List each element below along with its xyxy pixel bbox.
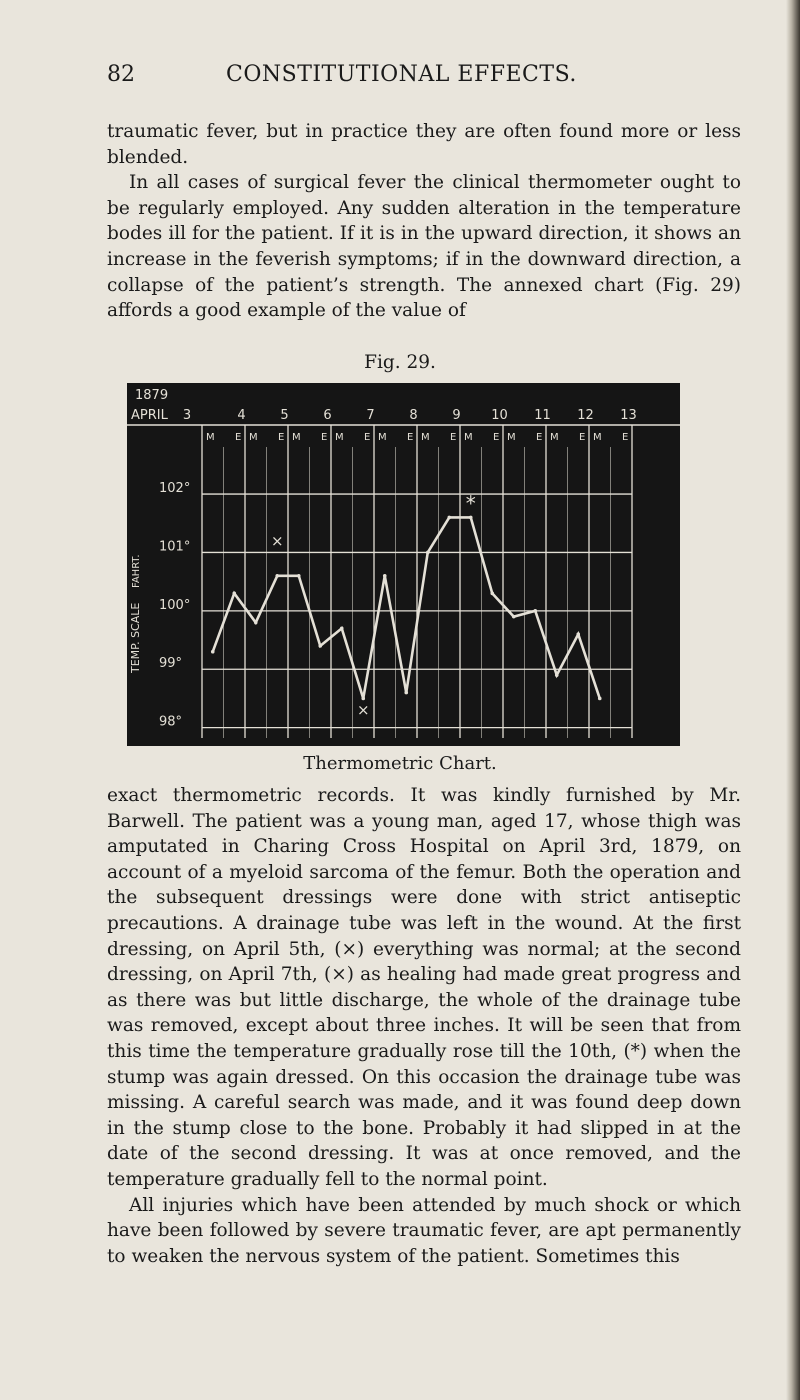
morning-label: M <box>249 432 258 443</box>
temperature-point <box>447 516 451 520</box>
date-column-label: 8 <box>409 408 418 423</box>
morning-label: M <box>464 432 473 443</box>
paragraph: All injuries which have been attended by much shock or which have been followed by severe traumatic fever, are apt permanently to weaken the nervous system of the patient. Sometimes this <box>107 1194 741 1267</box>
side-scale-label: TEMP. SCALE <box>129 602 142 673</box>
temperature-point <box>232 592 236 596</box>
temperature-point <box>576 632 580 636</box>
temperature-point <box>383 574 387 578</box>
temperature-point <box>426 551 430 555</box>
y-tick-label: 98° <box>159 714 183 730</box>
date-column-label: 3 <box>182 408 192 423</box>
evening-label: E <box>579 432 586 443</box>
temperature-point <box>598 697 602 701</box>
morning-label: M <box>421 432 430 443</box>
page-number: 82 <box>107 62 135 87</box>
temperature-point <box>404 691 408 695</box>
evening-label: E <box>278 432 285 443</box>
paragraph: exact thermometric records. It was kindly furnished by Mr. Barwell. The patient was a young man, aged 17, whose thigh was amputated in Charing Cross Hospital on April 3rd, 1879, on account of a myeloid sarcoma of the femur. Both the operation and the subsequent dressings were done with strict antiseptic precautions. A drainage tube was left in the wound. At the first dressing, on April 5th, (×) everything was normal; at the second dressing, on April 7th, (×) as healing had made great progress and as there was but little discharge, the whole of the drainage tube was removed, except about three inches. It will be seen that from this time the temperature gradually rose till the 10th, (*) when the stump was again dressed. On this occasion the drainage tube was missing. A careful search was made, and it was found deep down in the stump close to the bone. Probably it had slipped in at the date of the second dressing. It was at once removed, and the temperature gradually fell to the normal point. <box>107 785 741 1190</box>
temperature-point <box>490 592 494 596</box>
date-column-label: 10 <box>491 408 508 423</box>
temperature-point <box>211 650 215 654</box>
date-column-label: 5 <box>280 408 289 423</box>
header-month: APRIL <box>131 408 168 423</box>
temperature-point <box>254 621 258 625</box>
date-column-label: 6 <box>323 408 332 423</box>
paragraph: In all cases of surgical fever the clinical thermometer ought to be regularly employed. Any sudden alteration in the temperature bodes ill for the patient. If it is in the upward direction, it shows an increase in the feverish symptoms; if in the downward direction, a collapse of the patient’s strength. The annexed chart (Fig. 29) affords a good example of the value of <box>107 172 741 322</box>
evening-label: E <box>622 432 629 443</box>
figure-caption: Thermometric Chart. <box>303 753 497 774</box>
morning-label: M <box>206 432 215 443</box>
body-text-bottom <box>107 783 741 1269</box>
morning-label: M <box>507 432 516 443</box>
date-column-label: 11 <box>534 408 551 423</box>
date-column-label: 13 <box>620 408 637 423</box>
paragraph: traumatic fever, but in practice they are often found more or less blended. <box>107 121 741 168</box>
dressing-mark: × <box>356 701 370 720</box>
figure-label: Fig. 29. <box>364 352 436 373</box>
evening-label: E <box>493 432 500 443</box>
morning-label: M <box>550 432 559 443</box>
date-column-label: 4 <box>237 408 246 423</box>
morning-label: M <box>335 432 344 443</box>
dressing-mark: * <box>465 491 476 516</box>
morning-label: M <box>593 432 602 443</box>
dressing-mark: × <box>270 531 284 550</box>
date-column-label: 9 <box>452 408 461 423</box>
morning-label: M <box>292 432 301 443</box>
evening-label: E <box>407 432 414 443</box>
temperature-point <box>555 673 559 677</box>
morning-label: M <box>378 432 387 443</box>
page-header <box>107 62 707 92</box>
temperature-point <box>297 574 301 578</box>
temperature-point <box>533 609 537 613</box>
temperature-point <box>512 615 516 619</box>
header-year: 1879 <box>135 388 169 403</box>
evening-label: E <box>321 432 328 443</box>
thermometric-chart <box>127 383 680 746</box>
temperature-point <box>340 627 344 631</box>
temperature-point <box>275 574 279 578</box>
book-edge-shadow <box>786 0 800 1400</box>
temperature-point <box>469 516 473 520</box>
running-head: CONSTITUTIONAL EFFECTS. <box>226 62 577 87</box>
date-column-label: 7 <box>366 408 375 423</box>
evening-label: E <box>450 432 457 443</box>
fahrenheit-label: FAHRT. <box>131 554 142 588</box>
date-column-label: 12 <box>577 408 594 423</box>
y-tick-label: 102° <box>159 481 191 497</box>
y-tick-label: 100° <box>159 597 191 613</box>
evening-label: E <box>364 432 371 443</box>
evening-label: E <box>536 432 543 443</box>
y-tick-label: 101° <box>159 539 191 555</box>
body-text-top <box>107 119 741 324</box>
evening-label: E <box>235 432 242 443</box>
temperature-point <box>318 644 322 648</box>
temperature-point <box>361 697 365 701</box>
y-tick-label: 99° <box>159 656 183 672</box>
